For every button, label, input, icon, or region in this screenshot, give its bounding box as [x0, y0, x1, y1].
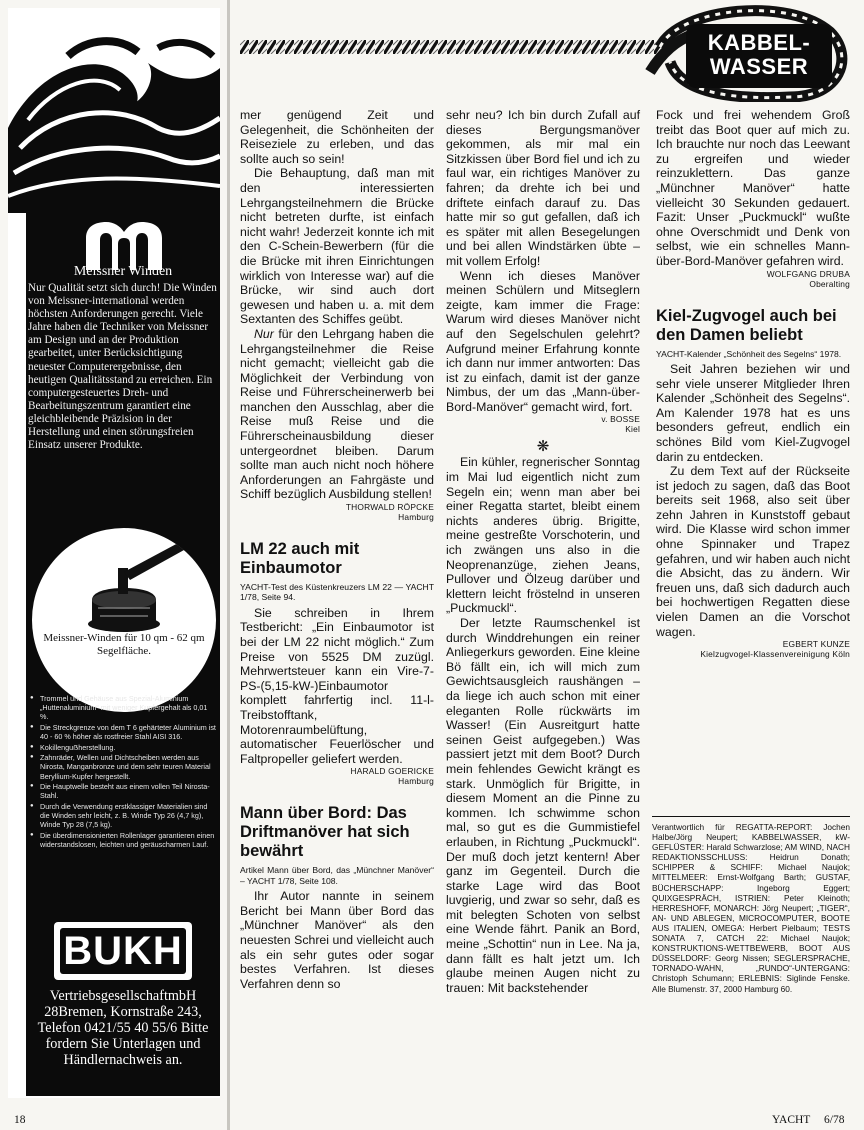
- rope-graphic: [240, 40, 660, 54]
- letter-signature: [240, 766, 434, 786]
- meissner-bukh-advertisement: [8, 8, 220, 1098]
- column-1: [240, 108, 434, 991]
- paragraph: mer genügend Zeit und Gelegenheit, die Schönheiten der Reiseziele zu erleben, und das sollte auch so sein!: [240, 108, 434, 166]
- badge-line-1: KABBEL-: [707, 30, 811, 55]
- signature-name: v. BOSSE: [601, 414, 640, 425]
- paragraph: Zu dem Text auf der Rückseite ist jedoch zu sagen, daß das Boot bereits seit 1968, also seit über zehn Jahren in Kunststoff gebaut wird. Die Klasse wird schon immer ohne Spinnaker und Trapez gefahren, und wir haben auch nicht die Absicht, das zu ändern. Wir freuen uns, daß sich dadurch auch bei hochwertigen Regatten diese vielen Damen an die Vorschot wagen.: [656, 464, 850, 639]
- article-headline: LM 22 auch mit Einbaumotor: [240, 540, 360, 578]
- signature-name: THORWALD RÖPCKE: [345, 502, 434, 513]
- section-separator: ❋: [536, 438, 550, 456]
- signature-place: Hamburg: [398, 512, 434, 523]
- paragraph: Seit Jahren beziehen wir und sehr viele unserer Mitglieder Ihren Kalender „Schönheit des Segelns“. Am Kalender 1978 hat es uns besonders gefreut, endlich ein schönes Bild vom Kiel-Zugvogel darin zu entdecken.: [656, 361, 850, 464]
- feature-list: [30, 694, 216, 851]
- feature-item: ● Durch die Verwendung erstklassiger Materialien sind die Winden sehr leicht, z. B. Winde Typ 26 (4,7 kg), Winde Typ 28 (7,5 kg).: [30, 802, 216, 829]
- signature-place: Kiel: [625, 424, 640, 435]
- paragraph: Die Behauptung, daß man mit den interessierten Lehrgangsteilnehmern die Brücke nicht betreten durfte, ist einfach nicht wahr! Jederzeit konnte ich mit den C-Schein-Bewerbern (für die die Brücke mit ihren Einrichtungen wirklich von Interesse war) auf die Brücke, wir sind auch dort gewesen und haben u. a. mit dem Sextanten des Schiffes geübt.: [240, 166, 434, 327]
- emphasis: Nur: [254, 326, 274, 341]
- signature-name: HARALD GOERICKE: [350, 766, 434, 777]
- letter-signature: [656, 269, 850, 289]
- paragraph: Der letzte Raumschenkel ist durch Winddrehungen ein reiner Anliegerkurs geworden. Eine kleine Bö fällt ein, ich will mich zum Gewichtsausgleich raushängen – da liege ich auch schon mit einer eleganten Rolle rückwärts im Wasser! (Ein Ausreitgurt hatte seinen Geist aufgegeben.) Was passiert jetzt mit dem Boot? Durch mein fehlendes Gewicht krängt es stark. Unmöglich für Brigitte, in diesem Moment an die Pinne zu kommen. Ich schwimme schon mal, so gut es die Gummistiefel erlauben, in Richtung „Puckmuckl“. Der muß doch jetzt kentern! Aber ganz im Gegenteil. Durch die starke Lage wird das Boot luvgierig, und zwar so sehr, daß es mit belegten Schoten von selbst eine Wende fährt. Panik an Bord, meine „Schottin“ nun in Lee. Na ja, dann fällt es halt jetzt um. Ich glaube meinen Augen nicht zu trauen: Mit backstehender: [446, 616, 640, 995]
- paragraph: sehr neu? Ich bin durch Zufall auf dieses Bergungsmanöver gekommen, als mir mal ein Sitzkissen über Bord fiel und ich zu faul war, ein richtiges Manöver zu fahren; da drehte ich bei und driftete einfach darauf zu. Das hatte mir so gut gefallen, daß ich es später mit allen Besegelungen und bei allen Windstärken übte – mit vollem Erfolg!: [446, 108, 640, 268]
- letter-signature: [656, 639, 850, 659]
- signature-place: Hamburg: [398, 776, 434, 787]
- article-reference: Artikel Mann über Bord, das „Münchner Manöver“ – YACHT 1/78, Seite 108.: [240, 865, 434, 886]
- kabbelwasser-badge: [686, 24, 832, 88]
- winch-icon: [32, 528, 216, 712]
- column-3: [656, 108, 850, 673]
- badge-line-2: WASSER: [709, 54, 809, 79]
- column-divider: [227, 0, 230, 1130]
- ad-address: VertriebsgesellschaftmbH 28Bremen, Kornstraße 243, Telefon 0421/55 40 55/6 Bitte fordern Sie Unterlagen und Händlernachweis an.: [37, 988, 209, 1068]
- feature-item: ● Kokillenguẞherstellung.: [30, 743, 216, 752]
- wave-graphic: [8, 8, 220, 213]
- feature-item: ● Die überdimensionierten Rollenlager garantieren einen widerstandslosen, leichten und geräuscharmen Lauf.: [30, 831, 216, 849]
- paragraph: Fock und frei wehendem Groß treibt das Boot quer auf mich zu. Ich brauchte nur noch das Leewant zu ergreifen und wieder reinzuklettern. Das ganze „Münchner Manöver“ hatte vielleicht 30 Sekunden gedauert. Fazit: Unser „Puckmuckl“ wußte ohne Overschmidt und Denk von selbst, wie ein schnelles Mann-über-Bord-Manöver gefahren wird.: [656, 108, 850, 268]
- paragraph: [240, 327, 434, 502]
- feature-item: ● Trommel und Gehäuse aus Spezial-Aluminium „Huttenaluminium“ mit weniger Kupfergehalt als 0,01 %.: [30, 694, 216, 721]
- bukh-logo-text: BUKH: [60, 928, 186, 974]
- winch-photo: [32, 528, 216, 712]
- winch-caption: Meissner-Winden für 10 qm - 62 qm Segelfläche.: [43, 632, 205, 657]
- article-reference: YACHT-Kalender „Schönheit des Segelns“ 1978.: [656, 348, 842, 359]
- column-2: [446, 108, 640, 995]
- signature-place: Oberalting: [809, 278, 850, 289]
- editorial-credits: Verantwortlich für REGATTA-REPORT: Jochen Halbe/Jörg Neupert; KABBELWASSER, kW-GEFLÜSTER: Harald Schwarzlose; AM WIND, NACH REDAKTIONSSCHLUSS: Heidrun Donath; SCHIPPER & SCHIFF: Michael Naujok; MITTELMEER: Ernst-Wolfgang Barth; GUSTAF, BÜCHERSCHAPP: Ingeborg Eggert; QUIXGESPRÄCH, ISTRIEN: Peter Kleinoth; HERRESHOFF, MONARCH: Jörg Neupert; „TIGER“, AN- UND ABLEGEN, MICROCOMPUTER, BOOTE AUS ITALIEN, OMEGA: Herbert Pielbaum; TESTS SONATA 7, CATCH 22: Michael Naujok; KONSTRUKTIONS-WETTBEWERB, BOOT AUS DÜSSELDORF: Georg Nissen; SEGLERSPRACHE, TORNADO-WAHN, „RUNDO“-UNTERGANG: Christoph Schumann; ERLEBNIS: Siglinde Fenske. Alle Blumenstr. 37, 2000 Hamburg 60.: [652, 816, 850, 994]
- paragraph: Ihr Autor nannte in seinem Bericht bei Mann über Bord das „Münchner Manöver“ als den neuesten Schrei und vielleicht auch als ein sehr gutes oder sogar bestes Verfahren. Ist dieses Verfahren denn so: [240, 889, 434, 991]
- issue-number: 6/78: [824, 1114, 845, 1126]
- feature-item: ● Die Streckgrenze von dem T 6 gehärteter Aluminium ist 40 - 60 % höher als rostfreier Stahl AISI 316.: [30, 723, 216, 741]
- paragraph: Ein kühler, regnerischer Sonntag im Mai lud eigentlich nicht zum Segeln ein; wenn man aber bei einer Regatta startet, bleibt einem nichts anderes übrig. Brigitte, meine gestreßte Vorschoterin, und ich zwängen uns also in die Neoprenanzüge, ziehen Jeans, Pullover und Ölzeug darüber und klettern leicht fröstelnd in unseren „Puckmuckl“.: [446, 455, 640, 616]
- letter-signature: [240, 502, 434, 522]
- paragraph: Wenn ich dieses Manöver meinen Schülern und Mitseglern zeigte, kam immer die Frage: Warum wird dieses Manöver nicht auf den Segelschulen gelehrt? Aufgrund meiner Erfahrung konnte ich dann nur immer antworten: Das ist zu einfach, damit ist der ganze Nimbus, der um das „Mann-über-Bord-Manöver“ gemacht wird, fort.: [446, 268, 640, 414]
- magazine-name: YACHT: [772, 1114, 811, 1126]
- paragraph: Sie schreiben in Ihrem Testbericht: „Ein Einbaumotor ist bei der LM 22 nicht möglich.“ Zum Preise von 5525 DM zuzügl. Mehrwertsteuer kann ein Vire-7-PS-(5,15-kW-)Einbaumotor komplett fahrfertig incl. 11-l-Treibstofftank, Motorenraumbelüftung, automatischer Feuerlöscher und Faltpropeller geliefert werden.: [240, 605, 434, 766]
- signature-place: Kielzugvogel-Klassenvereinigung Köln: [700, 649, 850, 660]
- ad-body-text: Nur Qualität setzt sich durch! Die Winden von Meissner-international werden höchsten Anforderungen gerecht. Viele Jahre haben die Techniker von Meissner am Design und an der Produktion gearbeitet, unter Berücksichtigung neuester Computerergebnisse, den heutigen Qualitätsstand zu erreichen. Ein computergesteuertes Dreh- und Bearbeitungszentrum garantiert eine gleichbleibende Präzision in der Herstellung und einen störungsfreien Einsatz unserer Produkte.: [28, 282, 217, 452]
- signature-name: EGBERT KUNZE: [782, 639, 850, 650]
- page-number: 18: [14, 1114, 26, 1126]
- bukh-logo: [54, 922, 192, 980]
- article-headline: Kiel-Zugvogel auch bei den Damen beliebt: [656, 306, 837, 344]
- paragraph-text: für den Lehrgang haben die Lehrgangsteilnehmer die Reise nicht gemacht; vielleicht gab die Möglichkeit der Verbindung von Reise und Führerscheinerwerb bei manchen den Ausschlag, aber die Reise muß Reise und die Führerscheinausbildung dieser untergeordnet bleiben. Darum sollte man auch nicht noch höhere Anforderungen an Fahrgäste und Schiff bezüglich Ausbildung stellen!: [240, 326, 434, 502]
- article-reference: YACHT-Test des Küstenkreuzers LM 22 — YACHT 1/78, Seite 94.: [240, 582, 434, 603]
- ad-brand-title: Meissner Winden: [73, 264, 173, 279]
- feature-item: ● Zahnräder, Wellen und Dichtscheiben werden aus Nirosta, Manganbronze und dem sehr teuren Material Beryllium-Kupfer hergestellt.: [30, 753, 216, 780]
- feature-item: ● Die Hauptwelle besteht aus einem vollen Teil Nirosta-Stahl.: [30, 782, 216, 800]
- letter-signature: [446, 414, 640, 434]
- advertisement-panel: [26, 208, 220, 1096]
- article-headline: Mann über Bord: Das Driftmanöver hat sich bewährt: [240, 804, 410, 861]
- signature-name: WOLFGANG DRUBA: [766, 268, 850, 279]
